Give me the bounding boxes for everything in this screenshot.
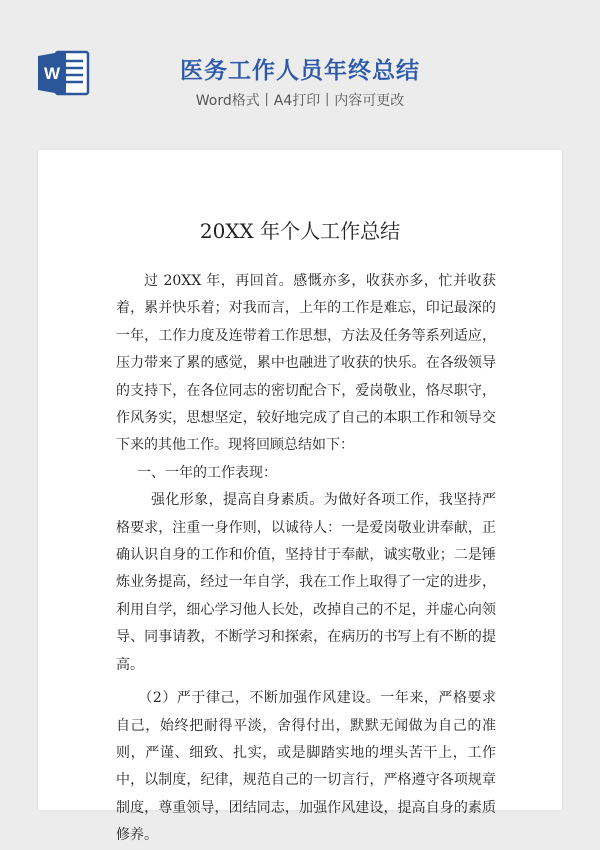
section-heading: 一、一年的工作表现： xyxy=(137,464,277,481)
banner-title: 医务工作人员年终总结 xyxy=(180,58,420,84)
word-icon-letter: W xyxy=(43,64,61,83)
banner-subtitle: Word格式丨A4打印丨内容可更改 xyxy=(195,93,405,109)
document-page xyxy=(38,150,562,844)
document-title: 20XX 年个人工作总结 xyxy=(199,219,401,243)
header-banner xyxy=(0,0,600,150)
paragraph-image: 强化形象，提高自身素质。为做好各项工作，我坚持严格要求，注重一身作则，以诚待人：一是爱岗敬业讲奉献，正确认识自身的工作和价值，坚持甘于奉献，诚实敬业；二是锤炼业务提高，经过一年自学，我在工作上取得了一定的进步，利用自学，细心学习他人长处，改掉自己的不足，并虚心向领导、同事请教，不断学习和探索，在病历的书写上有不断的提高。 xyxy=(116,492,496,673)
document-body xyxy=(116,268,496,850)
paragraph-intro: 过 20XX 年，再回首。感慨亦多，收获亦多，忙并收获着，累并快乐着；对我而言，上年的工作是难忘，印记最深的一年，工作力度及连带着工作思想，方法及任务等系列适应，压力带来了累的感觉，累中也融进了收获的快乐。在各级领导的支持下，在各位同志的密切配合下，爱岗敬业，恪尽职守，作风务实，思想坚定，较好地完成了自己的本职工作和领导交下来的其他工作。现将回顾总结如下： xyxy=(116,273,496,454)
paragraph-discipline: （2）严于律己，不断加强作风建设。一年来，严格要求自己，始终把耐得平淡，舍得付出，默默无闻做为自己的准则，严谨、细致、扎实，或是脚踏实地的埋头苦干上，工作中，以制度，纪律，规范自己的一切言行，严格遵守各项规章制度，尊重领导，团结同志，加强作风建设，提高自身的素质修养。 xyxy=(116,690,496,844)
